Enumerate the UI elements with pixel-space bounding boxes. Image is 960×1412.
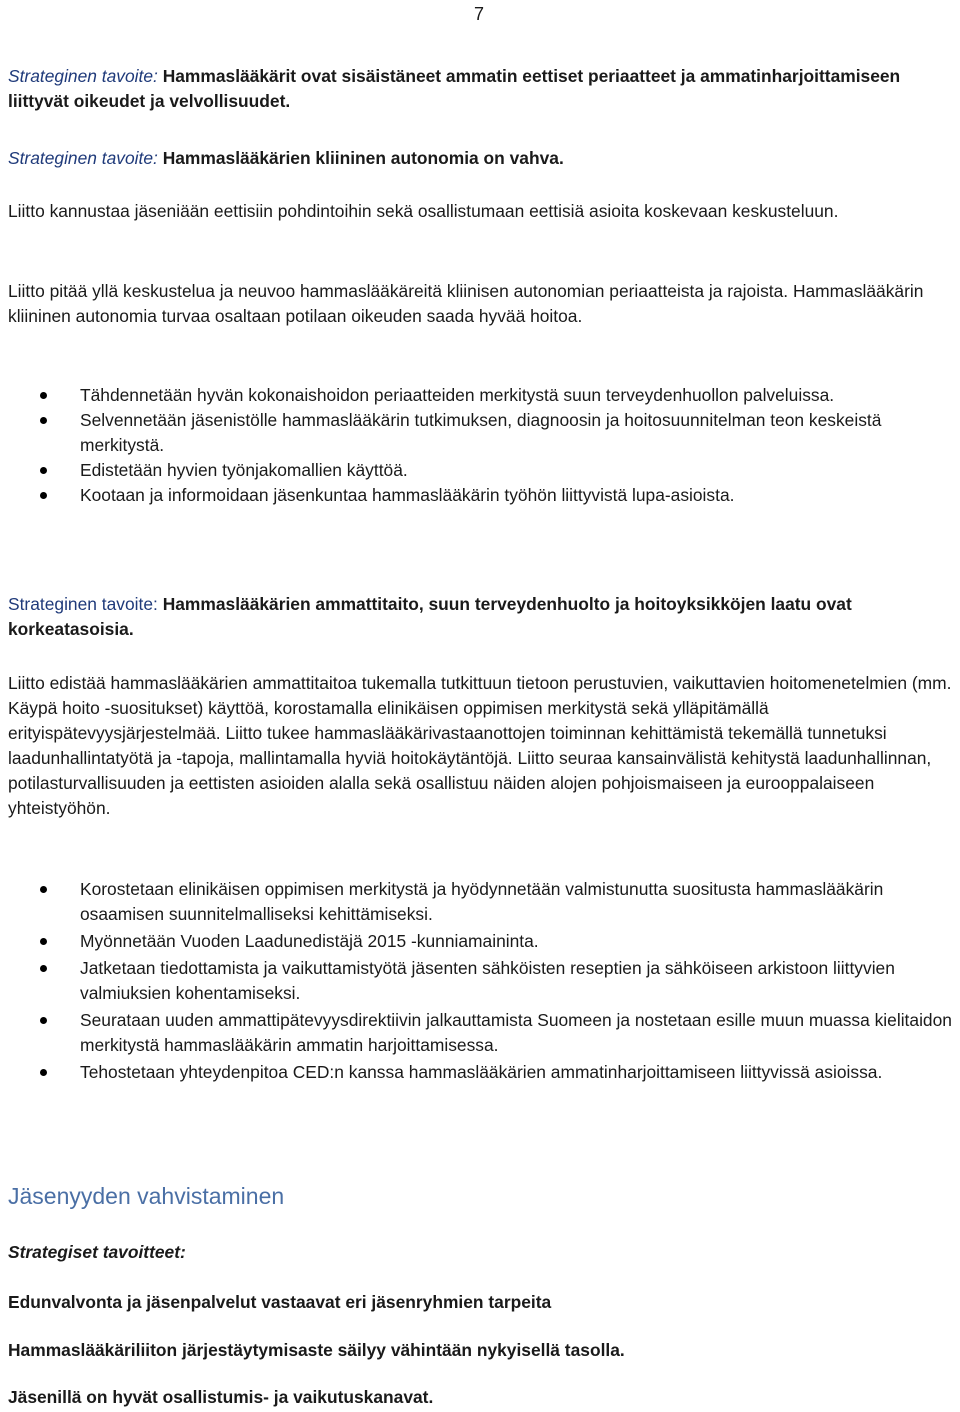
strategic-goal-text: Hammaslääkärien kliininen autonomia on vahva. <box>157 148 564 168</box>
paragraph-ethics-discussion: Liitto kannustaa jäseniään eettisiin pohdintoihin sekä osallistumaan eettisiä asioita koskevaan keskusteluun. <box>8 201 839 221</box>
paragraph-clinical-autonomy: Liitto pitää yllä keskustelua ja neuvoo hammaslääkäreitä kliinisen autonomian periaatteista ja rajoista. Hammaslääkärin kliininen autonomia turvaa osaltaan potilaan oikeuden saada hyvää hoitoa. <box>8 281 924 326</box>
bullet-list-autonomy <box>8 383 958 508</box>
strategic-goal-autonomy <box>8 146 958 171</box>
list-item: Selvennetään jäsenistölle hammaslääkärin tutkimuksen, diagnoosin ja hoitosuunnitelman teon keskeistä merkitystä. <box>8 408 958 458</box>
list-item: Seurataan uuden ammattipätevyysdirektiivin jalkauttamista Suomeen ja nostetaan esille muun muassa kielitaidon merkitystä hammaslääkärin ammatin harjoittamisessa. <box>8 1008 958 1058</box>
strategic-goal-label: Strateginen tavoite: <box>8 148 158 168</box>
paragraph-professional-skills: Liitto edistää hammaslääkärien ammattitaitoa tukemalla tutkittuun tietoon perustuvien, vaikuttavien hoitomenetelmien (mm. Käypä hoito -suositukset) käyttöä, korostamalla elinikäisen oppimisen merkitystä sekä ylläpitämällä erityispätevyysjärjestelmää. Liitto tukee hammaslääkärivastaanottojen toiminnan kehittämistä tekemällä tunnetuksi laadunhallintatyötä ja -tapoja, mallintamalla hyviä hoitokäytäntöjä. Liitto seuraa kansainvälistä kehitystä laadunhallinnan, potilasturvallisuuden ja eettisten asioiden alalla sekä osallistuu näiden alojen pohjoismaiseen ja eurooppalaiseen yhteistyöhön. <box>8 673 952 818</box>
bullet-icon <box>40 467 47 474</box>
strategic-goal-text: Hammaslääkärien ammattitaito, suun terveydenhuolto ja hoitoyksikköjen laatu ovat korkeatasoisia. <box>8 594 852 639</box>
bullet-icon <box>40 965 47 972</box>
bullet-icon <box>40 886 47 893</box>
list-item: Jatketaan tiedottamista ja vaikuttamistyötä jäsenten sähköisten reseptien ja sähköiseen arkistoon liittyvien valmiuksien kohentamiseksi. <box>8 956 958 1006</box>
goal-item: Edunvalvonta ja jäsenpalvelut vastaavat eri jäsenryhmien tarpeita <box>8 1292 552 1312</box>
subheading-strategic-goals: Strategiset tavoitteet: <box>8 1242 186 1262</box>
list-item: Kootaan ja informoidaan jäsenkuntaa hammaslääkärin työhön liittyvistä lupa-asioista. <box>8 483 958 508</box>
bullet-icon <box>40 392 47 399</box>
section-heading: Jäsenyyden vahvistaminen <box>8 1183 285 1209</box>
list-item: Tehostetaan yhteydenpitoa CED:n kanssa hammaslääkärien ammatinharjoittamiseen liittyvissä asioissa. <box>8 1060 958 1085</box>
list-item: Tähdennetään hyvän kokonaishoidon periaatteiden merkitystä suun terveydenhuollon palveluissa. <box>8 383 958 408</box>
strategic-goal-label: Strateginen tavoite: <box>8 594 158 614</box>
page-number: 7 <box>474 4 485 24</box>
bullet-icon <box>40 1017 47 1024</box>
strategic-goal-label: Strateginen tavoite: <box>8 66 158 86</box>
bullet-icon <box>40 1069 47 1076</box>
list-item: Edistetään hyvien työnjakomallien käyttöä. <box>8 458 958 483</box>
strategic-goal-quality <box>8 592 958 642</box>
list-item: Korostetaan elinikäisen oppimisen merkitystä ja hyödynnetään valmistunutta suositusta hammaslääkärin osaamisen suunnitelmalliseksi kehittämiseksi. <box>8 877 958 927</box>
strategic-goal-text: Hammaslääkärit ovat sisäistäneet ammatin eettiset periaatteet ja ammatinharjoittamiseen liittyvät oikeudet ja velvollisuudet. <box>8 66 901 111</box>
goal-item: Hammaslääkäriliiton järjestäytymisaste säilyy vähintään nykyisellä tasolla. <box>8 1340 625 1360</box>
strategic-goal-ethics <box>8 64 958 114</box>
bullet-list-quality <box>8 877 958 1085</box>
bullet-icon <box>40 492 47 499</box>
bullet-icon <box>40 938 47 945</box>
goal-item: Jäsenillä on hyvät osallistumis- ja vaikutuskanavat. <box>8 1387 434 1407</box>
bullet-icon <box>40 417 47 424</box>
list-item: Myönnetään Vuoden Laadunedistäjä 2015 -kunniamaininta. <box>8 929 958 954</box>
